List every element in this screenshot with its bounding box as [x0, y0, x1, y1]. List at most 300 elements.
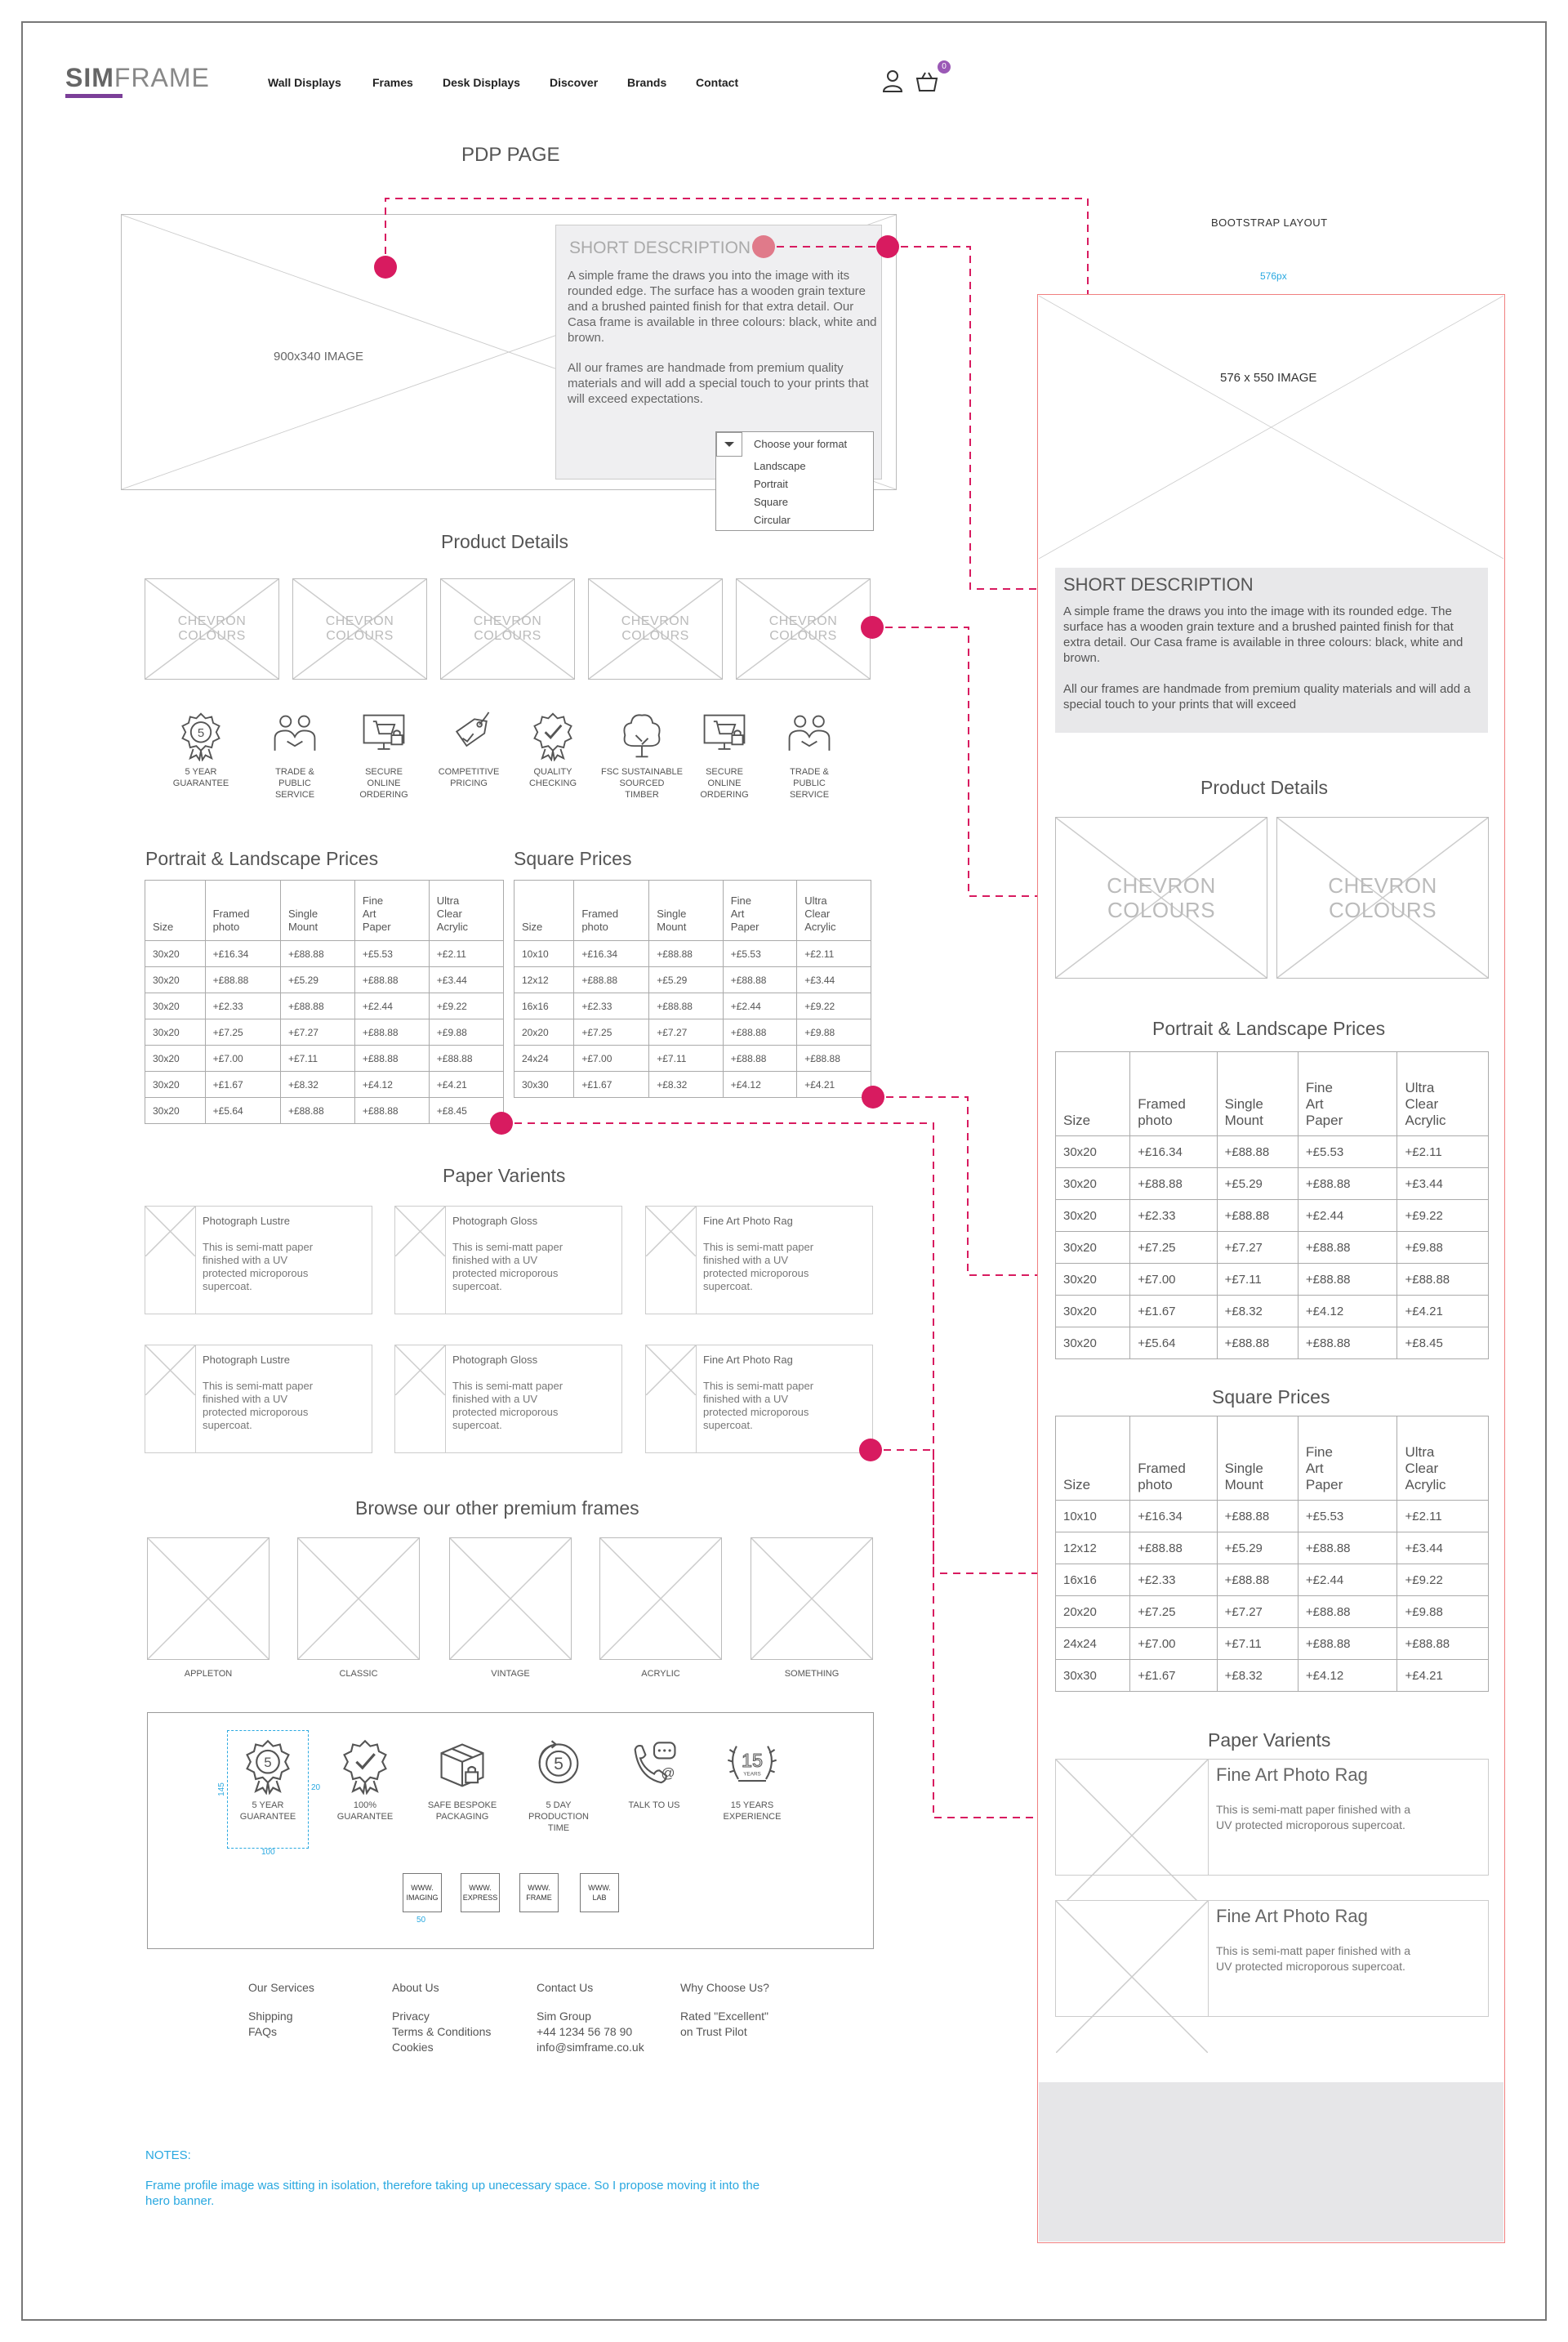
www-link-line: IMAGING — [406, 1894, 439, 1902]
trust-dim-gap: 20 — [311, 1783, 321, 1792]
table-cell: 30x20 — [145, 941, 206, 967]
paper-name: Fine Art Photo Rag — [703, 1215, 793, 1227]
www-link-line: EXPRESS — [462, 1894, 498, 1902]
svg-text:5: 5 — [264, 1755, 272, 1771]
paper-description-line: protected microporous — [203, 1267, 309, 1279]
paper-description-line: protected microporous — [452, 1406, 559, 1418]
mobile-short-description-text-1: A simple frame the draws you into the image with its rounded edge. The surface has a wooden grain texture and a brushed painted finish for that extra detail. Our Casa frame is available in three colours: black, white and brown. — [1063, 604, 1463, 665]
header-word: Acrylic — [436, 921, 469, 933]
trust-label: SAFE BESPOKE — [427, 1800, 497, 1810]
cart-count-badge: 0 — [938, 60, 951, 74]
paper-name: Fine Art Photo Rag — [703, 1354, 793, 1366]
table-cell: +£8.45 — [1397, 1327, 1489, 1359]
table-cell: +£2.44 — [1298, 1564, 1397, 1596]
table-cell: +£88.88 — [1298, 1532, 1397, 1564]
header-word: Mount — [287, 921, 318, 933]
mobile-image-label: 576 x 550 IMAGE — [1220, 371, 1317, 385]
table-cell: +£2.11 — [429, 941, 503, 967]
paper-description-line: supercoat. — [452, 1419, 502, 1431]
connector-price-portrait — [501, 1123, 1037, 1573]
table-cell: +£7.27 — [280, 1019, 354, 1046]
feature-label: COMPETITIVE — [438, 767, 500, 777]
header-word: photo — [581, 921, 608, 933]
hotspot-swatches[interactable] — [861, 616, 884, 639]
trust-label: GUARANTEE — [336, 1812, 394, 1822]
table-cell: +£2.33 — [1130, 1564, 1217, 1596]
table-cell: +£8.32 — [1217, 1296, 1298, 1327]
table-cell: +£2.33 — [1130, 1200, 1217, 1232]
hero-image-label: 900x340 IMAGE — [274, 350, 364, 364]
table-cell: 30x20 — [145, 1098, 206, 1124]
header-word: Ultra — [1405, 1444, 1435, 1460]
table-cell: +£8.32 — [280, 1072, 354, 1098]
feature-label: SERVICE — [789, 790, 830, 800]
header-word: Acrylic — [804, 921, 836, 933]
table-cell: 24x24 — [1056, 1628, 1130, 1660]
paper-description-line: protected microporous — [703, 1267, 809, 1279]
trust-label: 5 YEAR — [252, 1800, 284, 1810]
feature-label: SECURE — [365, 767, 403, 777]
table-cell: 30x20 — [1056, 1327, 1130, 1359]
table-cell: +£88.88 — [1298, 1168, 1397, 1200]
footer-link[interactable]: info@simframe.co.uk — [537, 2041, 644, 2054]
table-cell: +£88.88 — [1217, 1564, 1298, 1596]
notes-title: NOTES: — [145, 2148, 191, 2162]
table-cell: +£88.88 — [649, 993, 723, 1019]
table-cell: 30x20 — [145, 1072, 206, 1098]
paper-description-line: finished with a UV — [452, 1393, 538, 1405]
mobile-paper-varients-title: Paper Varients — [1208, 1729, 1331, 1751]
header-word: Paper — [730, 921, 760, 933]
table-cell: 30x20 — [1056, 1136, 1130, 1168]
table-cell: +£8.45 — [429, 1098, 503, 1124]
footer-link[interactable]: Rated "Excellent" — [680, 2010, 768, 2023]
www-link-line: WWW. — [411, 1884, 434, 1892]
table-cell: +£7.00 — [205, 1046, 280, 1072]
header-word: Fine — [362, 894, 384, 907]
table-cell: 24x24 — [514, 1046, 574, 1072]
table-cell: +£88.88 — [797, 1046, 871, 1072]
table-cell: +£2.44 — [1298, 1200, 1397, 1232]
svg-text:@: @ — [661, 1764, 675, 1781]
paper-description-line: finished with a UV — [703, 1393, 789, 1405]
paper-description-line: This is semi-matt paper — [203, 1241, 314, 1253]
table-cell: +£7.11 — [280, 1046, 354, 1072]
table-cell: +£88.88 — [1397, 1264, 1489, 1296]
header-word: photo — [212, 921, 240, 933]
feature-label: 5 YEAR — [185, 767, 217, 777]
table-cell: 30x20 — [145, 1019, 206, 1046]
feature-label: FSC SUSTAINABLE — [600, 767, 684, 777]
connector-short-desc-mobile — [888, 247, 1037, 589]
header-word: Ultra — [436, 894, 460, 907]
header-word: Size — [522, 921, 543, 933]
square-prices-title: Square Prices — [514, 848, 632, 869]
table-cell: +£5.64 — [205, 1098, 280, 1124]
header-word: Paper — [362, 921, 391, 933]
hotspot-square-prices[interactable] — [862, 1086, 884, 1109]
table-cell: +£7.11 — [649, 1046, 723, 1072]
table-cell: 12x12 — [514, 967, 574, 993]
table-cell: +£9.88 — [429, 1019, 503, 1046]
nav-brands[interactable]: Brands — [627, 76, 667, 89]
table-cell: 30x30 — [514, 1072, 574, 1098]
paper-description-line: protected microporous — [452, 1267, 559, 1279]
table-cell: +£88.88 — [205, 967, 280, 993]
paper-name: Photograph Lustre — [203, 1354, 290, 1366]
table-cell: +£5.53 — [1298, 1501, 1397, 1532]
header-word: Fine — [1305, 1080, 1333, 1095]
hotspot-portrait-prices[interactable] — [490, 1112, 513, 1135]
header-word: Framed — [581, 908, 619, 920]
header-word: Single — [1224, 1461, 1263, 1476]
hotspot-paper-varients[interactable] — [859, 1439, 882, 1461]
table-cell: +£88.88 — [574, 967, 649, 993]
table-cell: +£2.11 — [1397, 1136, 1489, 1168]
nav-contact[interactable]: Contact — [696, 76, 739, 89]
header-word: Single — [287, 908, 318, 920]
table-cell: +£88.88 — [354, 1098, 429, 1124]
footer-link[interactable]: Privacy — [392, 2010, 430, 2023]
table-cell: +£9.22 — [1397, 1564, 1489, 1596]
table-cell: +£88.88 — [723, 1046, 796, 1072]
table-cell: +£16.34 — [574, 941, 649, 967]
table-cell: 30x20 — [145, 967, 206, 993]
trust-label: EXPERIENCE — [723, 1812, 782, 1822]
footer-link[interactable]: Terms & Conditions — [392, 2025, 492, 2038]
header-word: Size — [1063, 1477, 1091, 1492]
trust-label: PACKAGING — [435, 1812, 489, 1822]
mobile-swatch-label-line: CHEVRON — [1107, 873, 1216, 898]
paper-description-line: This is semi-matt paper — [703, 1241, 814, 1253]
table-cell: +£88.88 — [1217, 1327, 1298, 1359]
table-cell: 30x20 — [1056, 1232, 1130, 1264]
svg-text:5: 5 — [197, 725, 205, 740]
footer-column-title: About Us — [392, 1981, 439, 1994]
swatch-label-line: CHEVRON — [473, 614, 542, 628]
table-cell: +£7.00 — [574, 1046, 649, 1072]
table-cell: +£7.27 — [649, 1019, 723, 1046]
header-word: Mount — [1224, 1477, 1263, 1492]
table-cell: +£9.22 — [429, 993, 503, 1019]
svg-text:YEARS: YEARS — [743, 1771, 761, 1778]
header-word: Art — [1305, 1096, 1324, 1112]
trust-label: TIME — [547, 1823, 570, 1833]
table-cell: +£9.22 — [797, 993, 871, 1019]
table-cell: +£88.88 — [429, 1046, 503, 1072]
browse-frame-label[interactable]: CLASSIC — [339, 1669, 378, 1679]
www-link-line: WWW. — [469, 1884, 492, 1892]
table-cell: +£16.34 — [1130, 1136, 1217, 1168]
table-cell: +£88.88 — [1298, 1264, 1397, 1296]
product-details-title: Product Details — [441, 531, 568, 552]
paper-description-line: protected microporous — [203, 1406, 309, 1418]
mobile-swatch-label-line: COLOURS — [1107, 898, 1216, 922]
trust-label: PRODUCTION — [528, 1812, 589, 1822]
paper-description-line: supercoat. — [703, 1419, 753, 1431]
table-cell: +£88.88 — [1217, 1501, 1298, 1532]
header-word: Clear — [804, 908, 831, 920]
format-option-portrait[interactable]: Portrait — [754, 478, 788, 490]
table-cell: +£7.27 — [1217, 1596, 1298, 1628]
feature-label: SOURCED — [619, 778, 665, 788]
table-cell: +£4.12 — [723, 1072, 796, 1098]
header-word: Size — [153, 921, 174, 933]
table-cell: +£88.88 — [723, 967, 796, 993]
header-word: Acrylic — [1405, 1113, 1446, 1128]
table-cell: +£88.88 — [280, 1098, 354, 1124]
table-cell: +£5.53 — [1298, 1136, 1397, 1168]
table-cell: +£4.12 — [354, 1072, 429, 1098]
logo-light: FRAME — [114, 63, 210, 92]
notes-text-2: hero banner. — [145, 2194, 215, 2208]
table-cell: +£9.88 — [1397, 1596, 1489, 1628]
table-cell: +£4.21 — [429, 1072, 503, 1098]
table-cell: +£88.88 — [1298, 1628, 1397, 1660]
table-cell: +£88.88 — [1298, 1596, 1397, 1628]
table-cell: +£1.67 — [1130, 1660, 1217, 1692]
connector-swatches — [872, 627, 1037, 896]
paper-name: Photograph Lustre — [203, 1215, 290, 1227]
swatch-label-line: CHEVRON — [177, 614, 247, 628]
browse-frame-label[interactable]: SOMETHING — [784, 1669, 840, 1679]
header-word: Fine — [1305, 1444, 1333, 1460]
header-word: Paper — [1305, 1113, 1343, 1128]
table-cell: +£1.67 — [574, 1072, 649, 1098]
header-word: Ultra — [804, 894, 827, 907]
mobile-paper-description-line: This is semi-matt paper finished with a — [1216, 1944, 1411, 1957]
header-word: Ultra — [1405, 1080, 1435, 1095]
trust-label: 5 DAY — [546, 1800, 572, 1810]
feature-label: CHECKING — [528, 778, 577, 788]
table-cell: +£7.25 — [205, 1019, 280, 1046]
format-dropdown-placeholder: Choose your format — [754, 438, 848, 450]
feature-label: TIMBER — [625, 790, 659, 800]
connector-paper — [871, 1450, 1037, 1818]
table-cell: 20x20 — [1056, 1596, 1130, 1628]
header-word: Framed — [1138, 1096, 1186, 1112]
footer-link[interactable]: on Trust Pilot — [680, 2025, 747, 2038]
header-word: Size — [1063, 1113, 1091, 1128]
table-cell: +£8.32 — [1217, 1660, 1298, 1692]
header-word: Art — [1305, 1461, 1324, 1476]
table-cell: +£88.88 — [1298, 1232, 1397, 1264]
trust-dim-height: 145 — [216, 1782, 226, 1796]
mobile-paper-description-line: UV protected microporous supercoat. — [1216, 1818, 1405, 1831]
browse-title: Browse our other premium frames — [355, 1497, 639, 1519]
feature-label: ONLINE — [707, 778, 742, 788]
table-cell: +£7.00 — [1130, 1628, 1217, 1660]
table-cell: +£5.64 — [1130, 1327, 1217, 1359]
header-word: Framed — [1138, 1461, 1186, 1476]
mobile-paper-description-line: This is semi-matt paper finished with a — [1216, 1803, 1411, 1816]
swatch-label-line: COLOURS — [326, 629, 394, 643]
header-word: Single — [657, 908, 687, 920]
table-cell: +£88.88 — [1217, 1200, 1298, 1232]
header-word: Fine — [730, 894, 752, 907]
table-cell: +£88.88 — [354, 1046, 429, 1072]
table-cell: 30x20 — [1056, 1168, 1130, 1200]
swatch-label-line: CHEVRON — [768, 614, 838, 628]
paper-description-line: supercoat. — [703, 1280, 753, 1292]
table-cell: +£88.88 — [1130, 1532, 1217, 1564]
mobile-swatch-label-line: COLOURS — [1328, 898, 1437, 922]
table-cell: 30x20 — [1056, 1296, 1130, 1327]
feature-label: PUBLIC — [793, 778, 826, 788]
feature-label: ORDERING — [700, 790, 749, 800]
table-cell: +£9.88 — [797, 1019, 871, 1046]
browse-frame-label[interactable]: ACRYLIC — [641, 1669, 680, 1679]
hotspot-hero-image[interactable] — [374, 256, 397, 279]
page-title: PDP PAGE — [461, 144, 560, 166]
footer-link[interactable]: Sim Group — [537, 2010, 591, 2023]
header-word: Clear — [1405, 1461, 1439, 1476]
mobile-paper-name: Fine Art Photo Rag — [1216, 1906, 1368, 1926]
hotspot-short-desc[interactable] — [876, 235, 899, 258]
table-cell: 16x16 — [1056, 1564, 1130, 1596]
table-cell: 30x20 — [1056, 1200, 1130, 1232]
short-description-title: SHORT DESCRIPTION — [569, 239, 751, 257]
paper-description-line: finished with a UV — [203, 1254, 288, 1266]
footer-link[interactable]: FAQs — [248, 2025, 278, 2038]
paper-description-line: This is semi-matt paper — [703, 1380, 814, 1392]
trust-label: 100% — [353, 1800, 377, 1810]
table-cell: +£2.11 — [797, 941, 871, 967]
table-cell: +£88.88 — [354, 967, 429, 993]
table-cell: 30x20 — [1056, 1264, 1130, 1296]
table-cell: +£3.44 — [1397, 1532, 1489, 1564]
table-cell: 12x12 — [1056, 1532, 1130, 1564]
short-description-text-1: A simple frame the draws you into the image with its rounded edge. The surface has a wooden grain texture and a brushed painted finish for that extra detail. Our Casa frame is available in three colours: black, white and brown. — [568, 269, 877, 345]
format-option-circular[interactable]: Circular — [754, 514, 791, 526]
paper-description-line: finished with a UV — [452, 1254, 538, 1266]
table-cell: +£7.11 — [1217, 1264, 1298, 1296]
paper-description-line: finished with a UV — [703, 1254, 789, 1266]
paper-description-line: supercoat. — [203, 1280, 252, 1292]
table-cell: +£88.88 — [280, 941, 354, 967]
table-cell: 10x10 — [514, 941, 574, 967]
header-word: photo — [1138, 1113, 1173, 1128]
table-cell: +£9.88 — [1397, 1232, 1489, 1264]
header-word: Framed — [212, 908, 250, 920]
connector-hero-image — [385, 199, 1088, 294]
mobile-square-prices-title: Square Prices — [1212, 1386, 1330, 1407]
browse-frame-label[interactable]: VINTAGE — [491, 1669, 530, 1679]
feature-label: PUBLIC — [278, 778, 311, 788]
mobile-paper-name: Fine Art Photo Rag — [1216, 1764, 1368, 1785]
table-cell: +£5.29 — [1217, 1532, 1298, 1564]
feature-label: TRADE & — [275, 767, 314, 777]
table-cell: 10x10 — [1056, 1501, 1130, 1532]
nav-discover[interactable]: Discover — [550, 76, 599, 89]
feature-label: QUALITY — [533, 767, 572, 777]
paper-description-line: protected microporous — [703, 1406, 809, 1418]
table-cell: +£5.53 — [354, 941, 429, 967]
short-description-text-2: All our frames are handmade from premium quality materials and will add a special touch to your prints that will exceed expectations. — [568, 361, 869, 406]
paper-description-line: This is semi-matt paper — [203, 1380, 314, 1392]
browse-frame-label[interactable]: APPLETON — [184, 1669, 233, 1679]
portrait-prices-title: Portrait & Landscape Prices — [145, 848, 379, 869]
feature-label: GUARANTEE — [172, 778, 229, 788]
table-cell: +£2.33 — [205, 993, 280, 1019]
table-cell: +£5.29 — [280, 967, 354, 993]
footer-link[interactable]: Cookies — [392, 2041, 434, 2054]
table-cell: +£1.67 — [1130, 1296, 1217, 1327]
table-cell: +£88.88 — [723, 1019, 796, 1046]
trust-dim-www-gap: 50 — [416, 1916, 426, 1925]
header-word: Clear — [1405, 1096, 1439, 1112]
swatch-label-line: CHEVRON — [621, 614, 690, 628]
table-cell: +£2.33 — [574, 993, 649, 1019]
feature-label: SERVICE — [274, 790, 315, 800]
table-cell: +£5.29 — [649, 967, 723, 993]
table-cell: +£2.44 — [723, 993, 796, 1019]
paper-description-line: This is semi-matt paper — [452, 1380, 564, 1392]
mobile-width-label: 576px — [1260, 270, 1287, 282]
mobile-swatch-label-line: CHEVRON — [1328, 873, 1437, 898]
www-link-line: WWW. — [528, 1884, 550, 1892]
feature-label: ORDERING — [359, 790, 408, 800]
feature-label: ONLINE — [367, 778, 401, 788]
footer-link[interactable]: Shipping — [248, 2010, 293, 2023]
table-cell: +£16.34 — [205, 941, 280, 967]
header-word: Mount — [657, 921, 687, 933]
format-option-landscape[interactable]: Landscape — [754, 460, 806, 472]
table-cell: +£7.25 — [1130, 1232, 1217, 1264]
table-cell: +£4.21 — [1397, 1660, 1489, 1692]
mobile-paper-description-line: UV protected microporous supercoat. — [1216, 1960, 1405, 1973]
nav-frames[interactable]: Frames — [372, 76, 413, 89]
paper-description-line: This is semi-matt paper — [452, 1241, 564, 1253]
header-word: Paper — [1305, 1477, 1343, 1492]
svg-text:15: 15 — [742, 1750, 763, 1772]
table-cell: +£4.12 — [1298, 1296, 1397, 1327]
table-cell: +£88.88 — [280, 993, 354, 1019]
swatch-label-line: COLOURS — [474, 629, 541, 643]
logo-bold: SIM — [65, 63, 114, 92]
nav-wall-displays[interactable]: Wall Displays — [268, 76, 341, 89]
header-word: Single — [1224, 1096, 1263, 1112]
nav-desk-displays[interactable]: Desk Displays — [443, 76, 520, 89]
table-cell: +£7.00 — [1130, 1264, 1217, 1296]
table-cell: +£88.88 — [1397, 1628, 1489, 1660]
table-cell: +£5.29 — [1217, 1168, 1298, 1200]
www-link-line: FRAME — [526, 1894, 552, 1902]
header-word: Mount — [1224, 1113, 1263, 1128]
swatch-label-line: COLOURS — [769, 629, 837, 643]
format-option-square[interactable]: Square — [754, 496, 788, 508]
table-cell: +£88.88 — [1298, 1327, 1397, 1359]
footer-column-title: Our Services — [248, 1981, 314, 1994]
bootstrap-layout-label: BOOTSTRAP LAYOUT — [1211, 216, 1328, 229]
table-cell: +£2.11 — [1397, 1501, 1489, 1532]
footer-link[interactable]: +44 1234 56 78 90 — [537, 2025, 633, 2038]
feature-label: PRICING — [450, 778, 488, 788]
hotspot-short-desc-origin[interactable] — [752, 235, 775, 258]
table-cell: +£7.27 — [1217, 1232, 1298, 1264]
mobile-short-description-text-2: All our frames are handmade from premium quality materials and will add a special touch to your prints that will exceed — [1063, 682, 1471, 712]
table-cell: +£16.34 — [1130, 1501, 1217, 1532]
table-cell: +£5.53 — [723, 941, 796, 967]
paper-description-line: finished with a UV — [203, 1393, 288, 1405]
table-cell: +£88.88 — [354, 1019, 429, 1046]
table-cell: +£88.88 — [1217, 1136, 1298, 1168]
header-word: Acrylic — [1405, 1477, 1446, 1492]
trust-label: 15 YEARS — [730, 1800, 774, 1810]
table-cell: +£3.44 — [1397, 1168, 1489, 1200]
paper-description-line: supercoat. — [452, 1280, 502, 1292]
table-cell: +£4.21 — [797, 1072, 871, 1098]
